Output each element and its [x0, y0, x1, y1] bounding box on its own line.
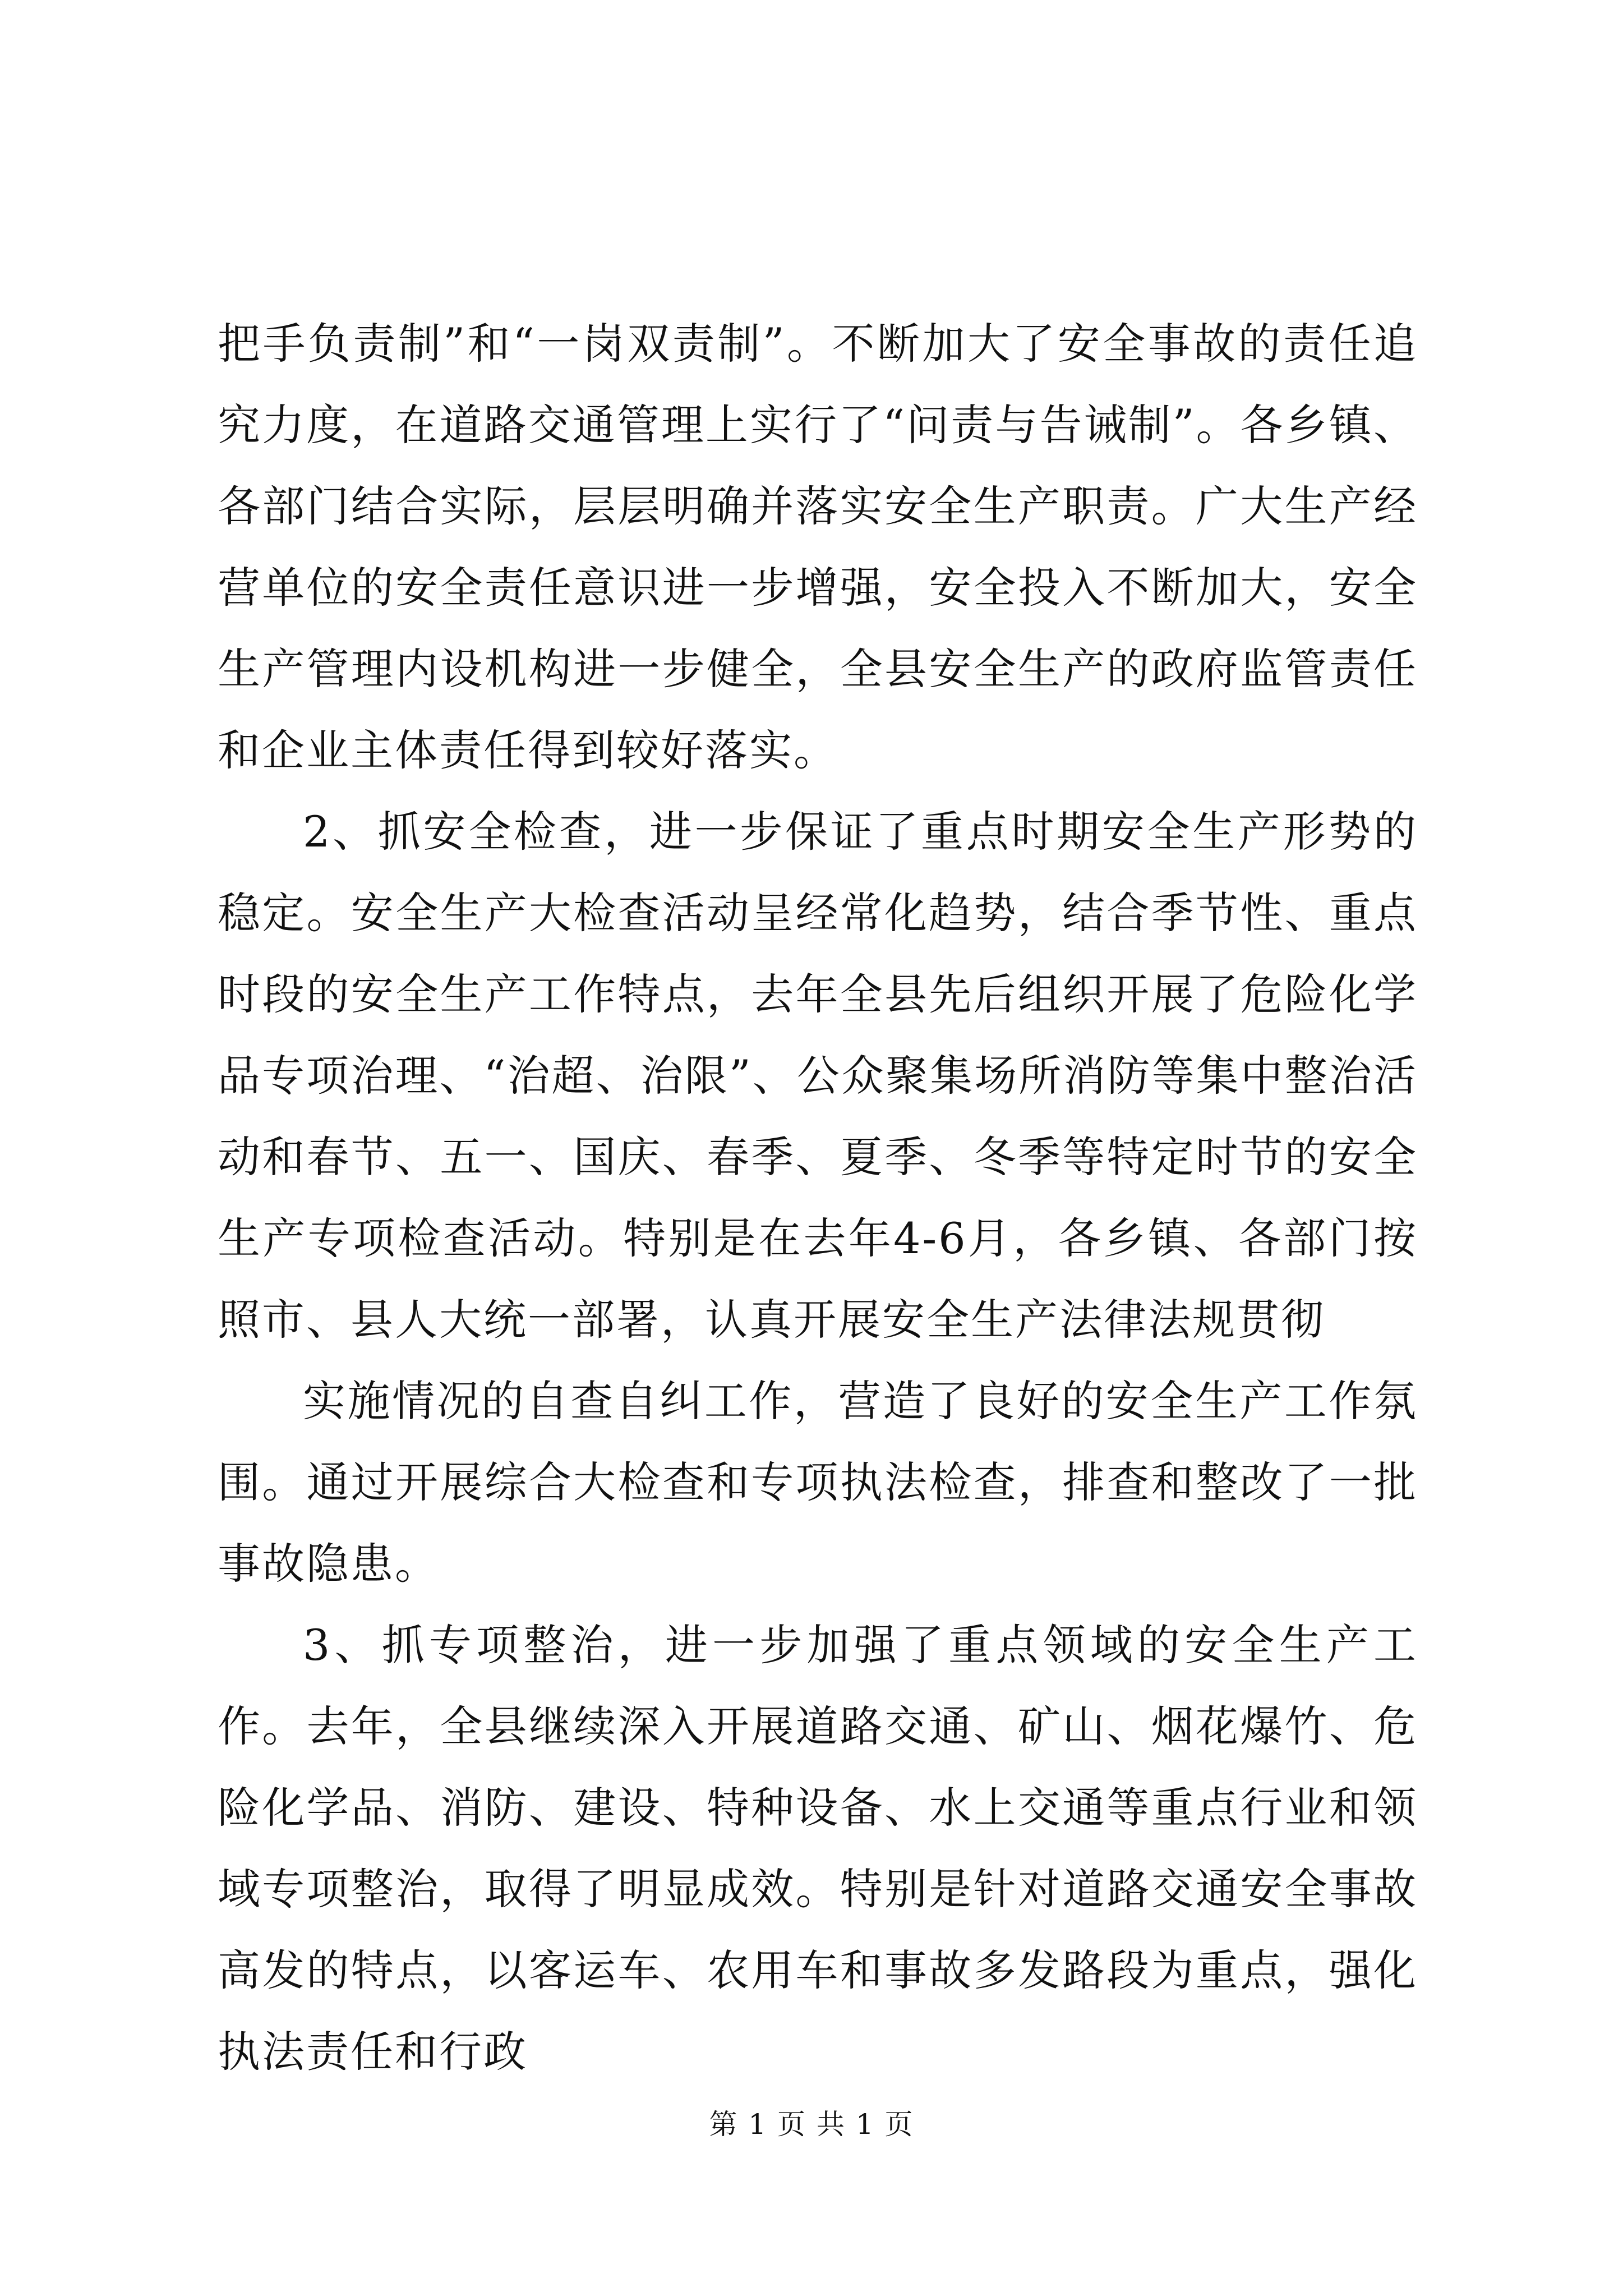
paragraph-4: 3、抓专项整治，进一步加强了重点领域的安全生产工作。去年，全县继续深入开展道路交通、矿山、烟花爆竹、危险化学品、消防、建设、特种设备、水上交通等重点行业和领域专项整治，取得了明显成效。特别是针对道路交通安全事故高发的特点，以客运车、农用车和事故多发路段为重点，强化执法责任和行政 [218, 1620, 1418, 2077]
paragraph-2: 2、抓安全检查，进一步保证了重点时期安全生产形势的稳定。安全生产大检查活动呈经常化趋势，结合季节性、重点时段的安全生产工作特点，去年全县先后组织开展了危险化学品专项治理、“治超、治限”、公众聚集场所消防等集中整治活动和春节、五一、国庆、春季、夏季、冬季等特定时节的安全生产专项检查活动。特别是在去年4-6月，各乡镇、各部门按照市、县人大统一部署，认真开展安全生产法律法规贯彻 [218, 807, 1418, 1345]
paragraph-1: 把手负责制”和“一岗双责制”。不断加大了安全事故的责任追究力度，在道路交通管理上实行了“问责与告诫制”。各乡镇、各部门结合实际，层层明确并落实安全生产职责。广大生产经营单位的安全责任意识进一步增强，安全投入不断加大，安全生产管理内设机构进一步健全，全县安全生产的政府监管责任和企业主体责任得到较好落实。 [218, 319, 1418, 775]
document-body [218, 303, 1418, 2092]
paragraph-3: 实施情况的自查自纠工作，营造了良好的安全生产工作氛围。通过开展综合大检查和专项执法检查，排查和整改了一批事故隐患。 [218, 1376, 1418, 1589]
page-number-footer: 第 1 页 共 1 页 [709, 2108, 914, 2141]
